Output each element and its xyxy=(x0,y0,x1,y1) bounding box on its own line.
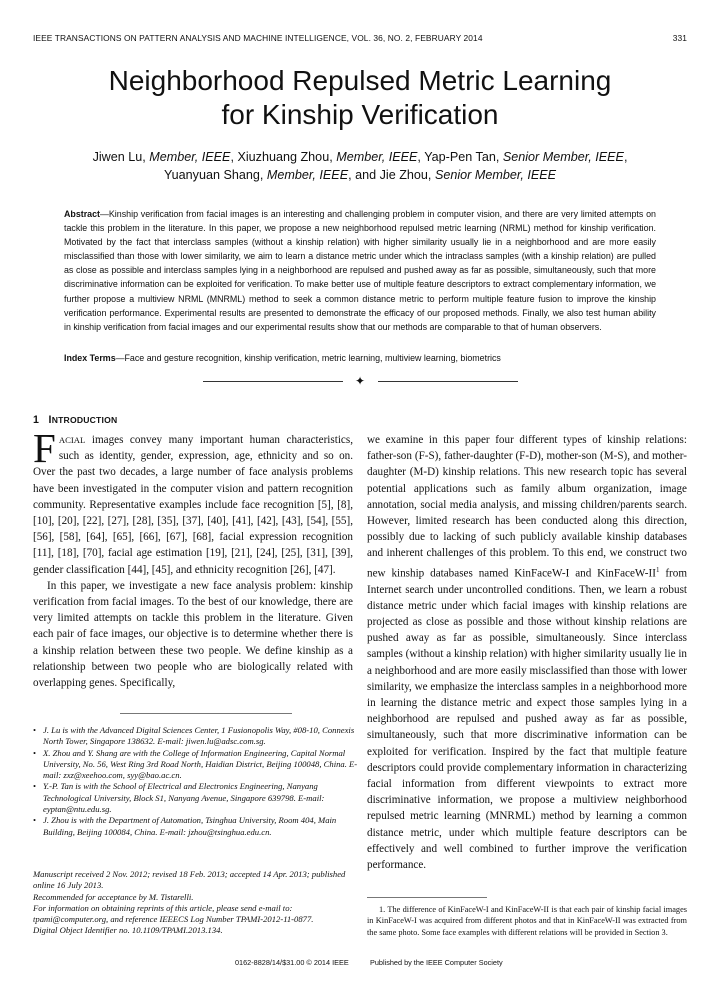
author-sep: , xyxy=(623,150,628,164)
footnote-marker: 1 xyxy=(655,565,660,574)
title-line-2: for Kinship Verification xyxy=(221,99,499,130)
footnote-text: The difference of KinFaceW-I and KinFaceW-II is that each pair of kinship facial images in KinFaceW-I was acquired from different photos and that in KinFaceW-II was extracted from the same photo. Some face examples with different relations will be provided in Section 3. xyxy=(367,905,687,937)
section-title-rest: NTRODUCTION xyxy=(51,415,118,425)
affiliation-text: X. Zhou and Y. Shang are with the College of Information Engineering, Capital Normal University, No. 56, West Ring 3rd Road North, Haidian District, Beijing 100048, China. E-mail: zxz@xeehoo.com, syy@bao.ac.cn. xyxy=(43,747,358,781)
index-terms-label: Index Terms xyxy=(64,353,116,363)
abstract-text: —Kinship verification from facial images is an interesting and challenging problem in computer vision, and there are very limited attempts on tackle this problem in the literature. In this paper, we propose a new neighborhood repulsed metric learning (NRML) method for kinship verification. Motivated by the fact that interclass samples (without a kinship relation) with higher similarity usually lie in a neighborhood and are more easily misclassified than those with lower similarity, we aim to learn a distance metric under which the intraclass samples (with a kinship relation) are pulled as close as possible and interclass samples lying in a neighborhood are repulsed and pushed away as far as possible, simultaneously, such that more discriminative information can be exploited for verification. To make better use of multiple feature descriptors to extract complementary information, we further propose a multiview NRML (MNRML) method to seek a common distance metric to perform multiple feature fusion to improve the kinship verification performance. Experimental results are presented to demonstrate the efficacy of our proposed methods. Finally, we also test human ability in kinship verification from facial images and our experimental results show that our methods are comparable to that of human observers. xyxy=(64,209,656,332)
affiliation-text: J. Zhou is with the Department of Automation, Tsinghua University, Room 404, Main Building, Beijing 100084, China. E-mail: jzhou@tsinghua.edu.cn. xyxy=(43,815,337,837)
paper-title xyxy=(40,64,680,132)
author-role: Member, IEEE xyxy=(266,168,349,182)
publisher-line: Published by the IEEE Computer Society xyxy=(370,958,503,967)
page-number: 331 xyxy=(672,33,687,43)
affiliation-item xyxy=(33,748,359,782)
affiliation-text: J. Lu is with the Advanced Digital Sciences Center, 1 Fusionopolis Way, #08-10, Connexis North Tower, Singapore 138632. E-mail: jiwen.lu@adsc.com.sg. xyxy=(43,725,355,747)
drop-cap: F xyxy=(33,425,56,471)
footnote xyxy=(367,904,687,938)
author-name: Yuanyuan Shang, xyxy=(163,168,267,182)
bullet: • xyxy=(33,781,37,792)
intro-paragraph-3 xyxy=(367,432,687,873)
bullet: • xyxy=(33,725,37,735)
divider-left xyxy=(203,381,343,382)
affiliation-item xyxy=(33,815,359,838)
journal-info: IEEE TRANSACTIONS ON PATTERN ANALYSIS AND MACHINE INTELLIGENCE, VOL. 36, NO. 2, FEBRUARY 2014 xyxy=(33,33,483,43)
left-column xyxy=(33,425,353,691)
author-name: Yap-Pen Tan, xyxy=(424,150,503,164)
author-list xyxy=(40,148,680,184)
section-title-cap: I xyxy=(48,414,52,426)
small-caps-word: ACIAL xyxy=(58,435,86,445)
author-role: Senior Member, IEEE xyxy=(502,150,624,164)
copyright-line: 0162-8828/14/$31.00 © 2014 IEEE xyxy=(235,958,349,967)
bullet: • xyxy=(33,747,37,758)
intro-paragraph-2: In this paper, we investigate a new face analysis problem: kinship verification from facial images. To the best of our knowledge, there are very limited attempts on tackle this problem in the literature. Given each pair of face images, our objective is to determine whether there is a kinship relation between these two people. We define kinship as a relationship between two people who are biologically related with overlapping genes. Specifically, xyxy=(33,579,353,690)
author-name: Jie Zhou, xyxy=(379,168,435,182)
title-line-1: Neighborhood Repulsed Metric Learning xyxy=(108,65,612,96)
right-column xyxy=(367,432,687,873)
manuscript-reprints: For information on obtaining reprints of this article, please send e-mail to: tpami@computer.org, and reference IEEECS Log Number TPAMI-2012-11-0877. xyxy=(33,902,314,925)
author-sep: , xyxy=(417,150,425,164)
footnote-rule-left xyxy=(120,713,292,714)
author-role: Member, IEEE xyxy=(149,150,231,164)
section-number: 1 xyxy=(33,414,40,426)
author-role: Senior Member, IEEE xyxy=(434,168,557,182)
author-name: Xiuzhuang Zhou, xyxy=(237,150,337,164)
affiliation-item xyxy=(33,781,359,815)
index-terms-text: —Face and gesture recognition, kinship verification, metric learning, multiview learning, biometrics xyxy=(115,353,501,363)
manuscript-received: Manuscript received 2 Nov. 2012; revised 18 Feb. 2013; accepted 14 Apr. 2013; published online 16 July 2013. xyxy=(33,869,346,891)
author-name: Jiwen Lu, xyxy=(92,150,150,164)
paragraph-text: we examine in this paper four different types of kinship relations: father-son (F-S), father-daughter (F-D), mother-son (M-S), and mother-daughter (M-D) kinship relations. This new research topic has several potential applications such as family album organization, image annotation, social media analysis, and missing children/parents search. However, limited research has been conducted along this direction, possibly due to lacking of such publicly available kinship databases and inherent challenges of this problem. To this end, we construct two new kinship databases named KinFaceW-I and KinFaceW-II xyxy=(367,434,687,580)
manuscript-doi: Digital Object Identifier no. 10.1109/TPAMI.2013.134. xyxy=(33,925,223,936)
divider-diamond-icon: ✦ xyxy=(355,374,366,388)
abstract-label: Abstract xyxy=(64,209,101,219)
bullet: • xyxy=(33,815,37,826)
author-sep: , and xyxy=(348,168,380,182)
paragraph-text: from Internet search under uncontrolled conditions. Then, we learn a robust distance metric under which facial images with kinship relations are projected as close as possible and those without kinship relations are pushed away as far as possible, simultaneously. Since interclass samples (without a kinship relation) with higher similarity usually lie in a neighborhood and are more easily misclassified than those with lower similarity, we emphasize the interclass samples in a neighborhood more in learning the distance metric and expect those samples lying in a neighborhood are repulsed and pushed away as far as possible, simultaneously, such that more discriminative information can be exploited for verification. Inspired by the fact that multiple feature descriptors could provide complementary information in characterizing facial information from different viewpoints to extract more discriminative information, we propose a multiview neighborhood repulsed metric learning (MNRML) method by learning a common distance metric, under which multiple feature descriptors can be effectively and well combined to further improve the verification performance. xyxy=(367,567,687,871)
affiliation-text: Y.-P. Tan is with the School of Electrical and Electronics Engineering, Nanyang Technological University, Block S1, Nanyang Avenue, Singapore 639798. E-mail: eyptan@ntu.edu.sg. xyxy=(43,781,325,815)
intro-paragraph-1 xyxy=(33,425,353,578)
footnote-rule-right xyxy=(367,897,487,898)
paragraph-text: images convey many important human characteristics, such as identity, gender, expression, age, ethnicity and so on. Over the past two decades, a large number of face analysis problems have been investigated in the computer vision and pattern recognition community. Representative examples include face recognition [5], [8], [10], [20], [22], [27], [28], [35], [37], [40], [41], [42], [43], [54], [55], [56], [58], [64], [65], [66], [67], [68], facial expression recognition [11], [18], [70], facial age estimation [19], [21], [24], [25], [31], [39], gender classification [44], [45], and ethnicity recognition [26], [47]. xyxy=(33,434,353,576)
author-role: Member, IEEE xyxy=(336,150,418,164)
author-sep: , xyxy=(230,150,238,164)
manuscript-info xyxy=(33,869,359,937)
affiliation-item xyxy=(33,725,359,748)
abstract xyxy=(64,207,656,334)
affiliations xyxy=(33,725,359,838)
index-terms xyxy=(64,351,656,365)
footnote-number: 1. xyxy=(379,905,386,914)
manuscript-editor: Recommended for acceptance by M. Tistarelli. xyxy=(33,891,194,902)
divider-right xyxy=(378,381,518,382)
